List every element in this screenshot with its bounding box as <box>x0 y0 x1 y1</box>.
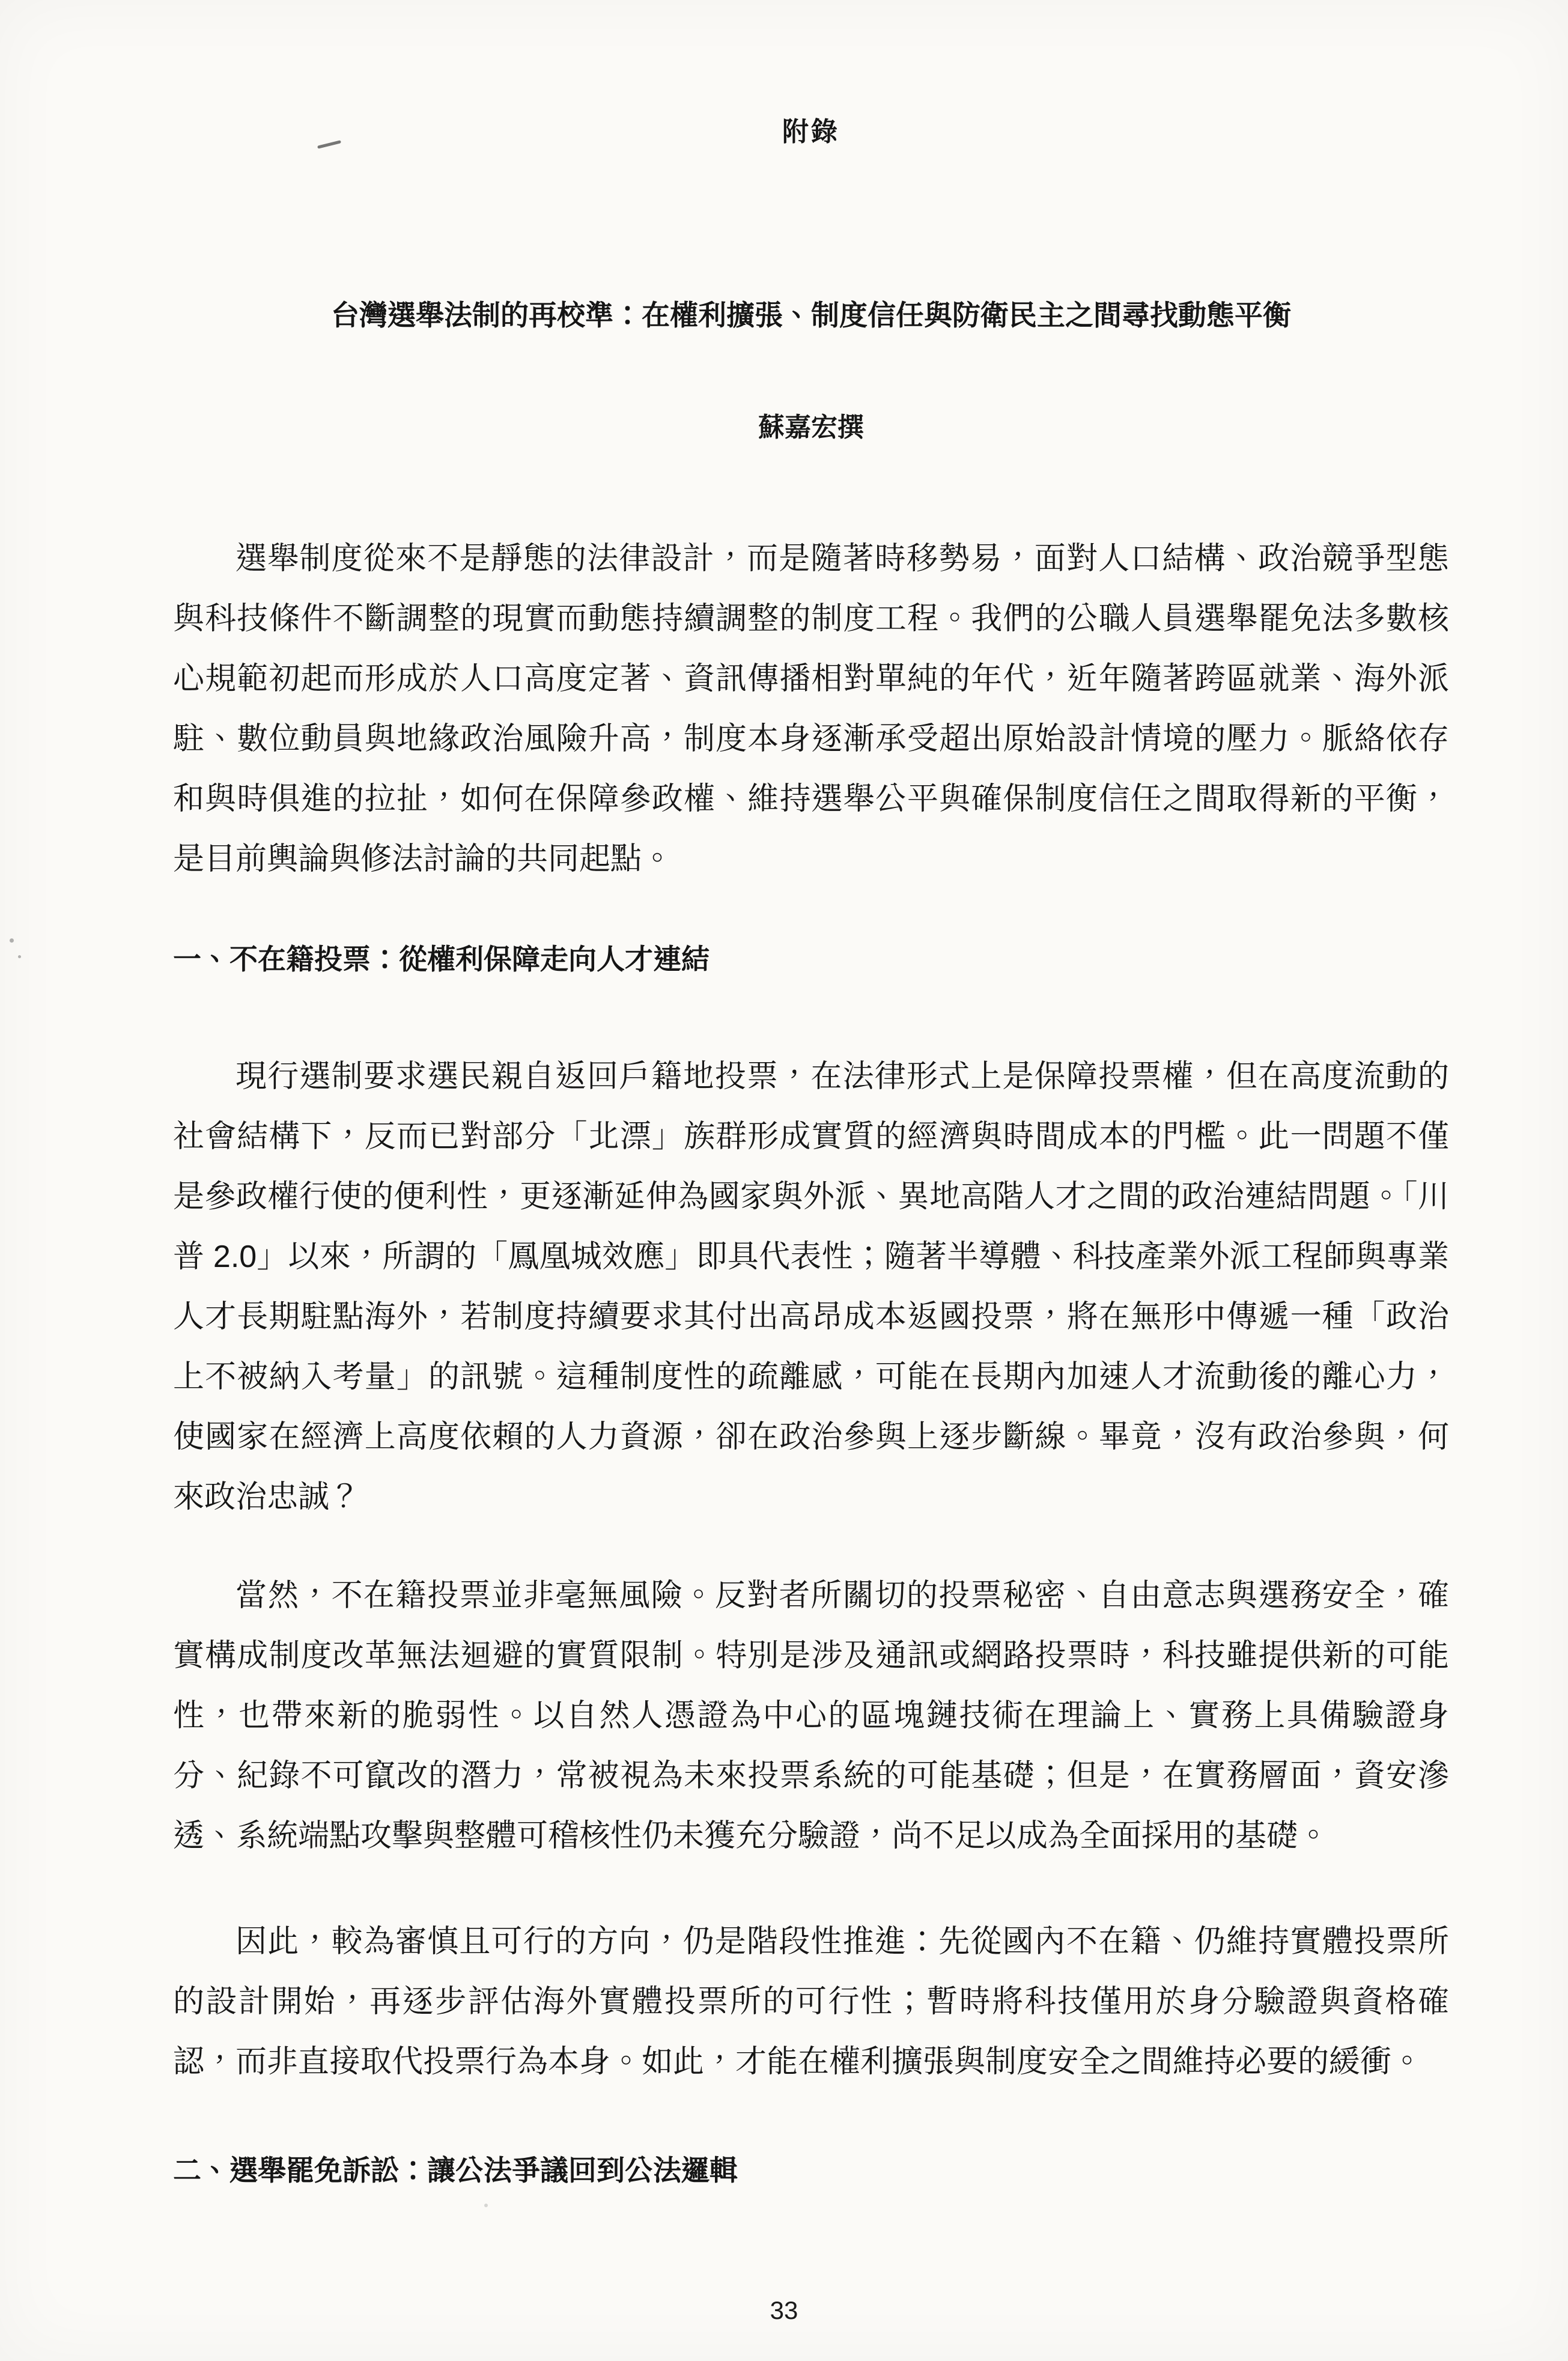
intro-paragraph: 選舉制度從來不是靜態的法律設計，而是隨著時移勢易，面對人口結構、政治競爭型態與科技條件不斷調整的現實而動態持續調整的制度工程。我們的公職人員選舉罷免法多數核心規範初起而形成於人口高度定著、資訊傳播相對單純的年代，近年隨著跨區就業、海外派駐、數位動員與地緣政治風險升高，制度本身逐漸承受超出原始設計情境的壓力。脈絡依存和與時俱進的拉扯，如何在保障參政權、維持選舉公平與確保制度信任之間取得新的平衡，是目前輿論與修法討論的共同起點。 <box>173 541 1449 877</box>
section-1-heading: 一、不在籍投票：從權利保障走向人才連結 <box>173 943 710 975</box>
section-1-paragraph-3: 因此，較為審慎且可行的方向，仍是階段性推進：先從國內不在籍、仍維持實體投票所的設計開始，再逐步評估海外實體投票所的可行性；暫時將科技僅用於身分驗證與資格確認，而非直接取代投票行為本身。如此，才能在權利擴張與制度安全之間維持必要的緩衝。 <box>173 1924 1449 2079</box>
scan-speck <box>18 955 21 958</box>
scan-speck <box>484 2204 488 2207</box>
section-1-paragraph-2: 當然，不在籍投票並非毫無風險。反對者所關切的投票秘密、自由意志與選務安全，確實構成制度改革無法迴避的實質限制。特別是涉及通訊或網路投票時，科技雖提供新的可能性，也帶來新的脆弱性。以自然人憑證為中心的區塊鏈技術在理論上、實務上具備驗證身分、紀錄不可竄改的潛力，常被視為未來投票系統的可能基礎；但是，在實務層面，資安滲透、系統端點攻擊與整體可稽核性仍未獲充分驗證，尚不足以成為全面採用的基礎。 <box>173 1578 1449 1853</box>
page-number: 33 <box>770 2296 798 2324</box>
scan-speck <box>10 938 14 943</box>
document-title: 台灣選舉法制的再校準：在權利擴張、制度信任與防衛民主之間尋找動態平衡 <box>331 299 1291 331</box>
author-byline: 蘇嘉宏撰 <box>758 413 864 442</box>
appendix-label: 附錄 <box>782 117 840 147</box>
section-1-paragraph-1: 現行選制要求選民親自返回戶籍地投票，在法律形式上是保障投票權，但在高度流動的社會結構下，反而已對部分「北漂」族群形成實質的經濟與時間成本的門檻。此一問題不僅是參政權行使的便利性，更逐漸延伸為國家與外派、異地高階人才之間的政治連結問題。「川普 2.0」以來，所謂的「鳳凰城效應」即具代表性；隨著半導體、科技產業外派工程師與專業人才長期駐點海外，若制度持續要求其付出高昂成本返國投票，將在無形中傳遞一種「政治上不被納入考量」的訊號。這種制度性的疏離感，可能在長期內加速人才流動後的離心力，使國家在經濟上高度依賴的人力資源，卻在政治參與上逐步斷線。畢竟，沒有政治參與，何來政治忠誠？ <box>173 1059 1449 1515</box>
section-2-heading: 二、選舉罷免訴訟：讓公法爭議回到公法邏輯 <box>173 2154 738 2186</box>
